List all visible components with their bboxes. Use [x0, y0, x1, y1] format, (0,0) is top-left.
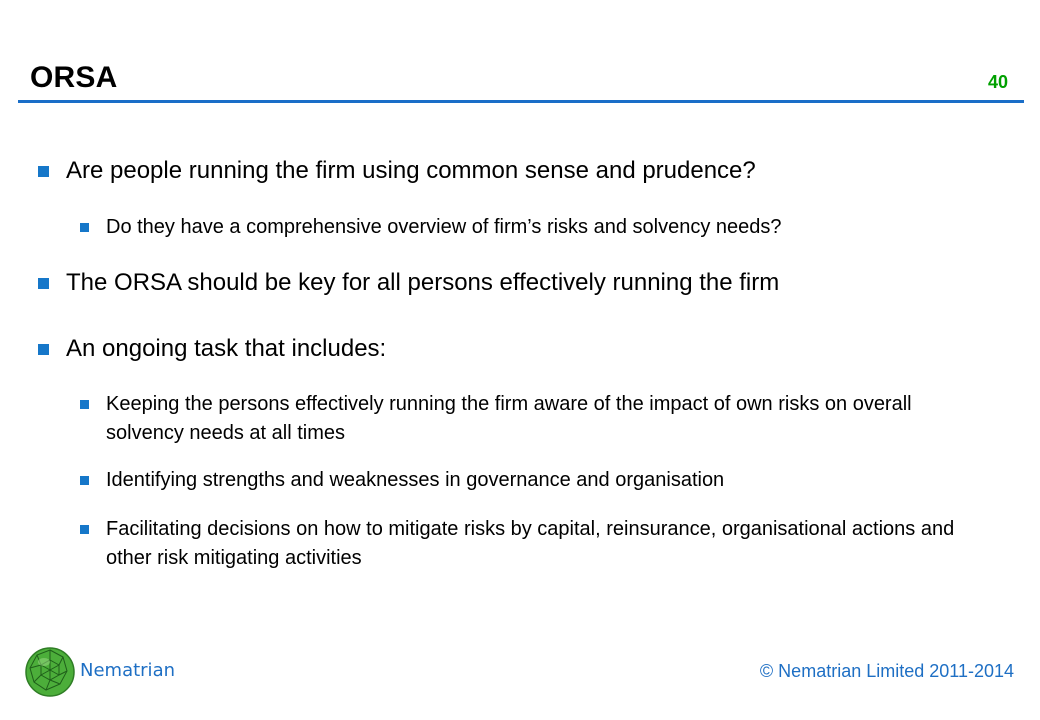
slide-number: 40	[987, 72, 1008, 92]
bullet-text: Are people running the firm using common sense and prudence?	[66, 157, 756, 184]
bullet-text: Identifying strengths and weaknesses in governance and organisation	[106, 469, 725, 491]
geodesic-sphere-logo-icon	[22, 644, 78, 700]
footer-brand-name: Nematrian	[80, 660, 176, 681]
bullet-text: The ORSA should be key for all persons effectively running the firm	[66, 269, 780, 296]
square-bullet-icon	[80, 400, 89, 409]
square-bullet-icon	[38, 166, 49, 177]
title-divider	[18, 100, 1024, 103]
square-bullet-icon	[38, 344, 49, 355]
square-bullet-icon	[80, 525, 89, 534]
sub-bullet-item	[80, 466, 980, 495]
square-bullet-icon	[38, 278, 49, 289]
bullet-text: Do they have a comprehensive overview of firm’s risks and solvency needs?	[106, 216, 782, 238]
bullet-item	[38, 268, 988, 298]
bullet-text: Keeping the persons effectively running the firm aware of the impact of own risks on overall solvency needs at all times	[106, 393, 912, 444]
sub-bullet-item	[80, 213, 980, 242]
footer-copyright: © Nematrian Limited 2011-2014	[759, 661, 1014, 681]
sub-bullet-item	[80, 515, 980, 573]
sub-bullet-item	[80, 390, 980, 448]
bullet-item	[38, 334, 988, 364]
bullet-text: Facilitating decisions on how to mitigate risks by capital, reinsurance, organisational actions and other risk mitigating activities	[106, 518, 955, 569]
slide-title: ORSA	[30, 61, 118, 94]
square-bullet-icon	[80, 476, 89, 485]
bullet-item	[38, 156, 988, 186]
square-bullet-icon	[80, 223, 89, 232]
bullet-text: An ongoing task that includes:	[66, 335, 387, 362]
